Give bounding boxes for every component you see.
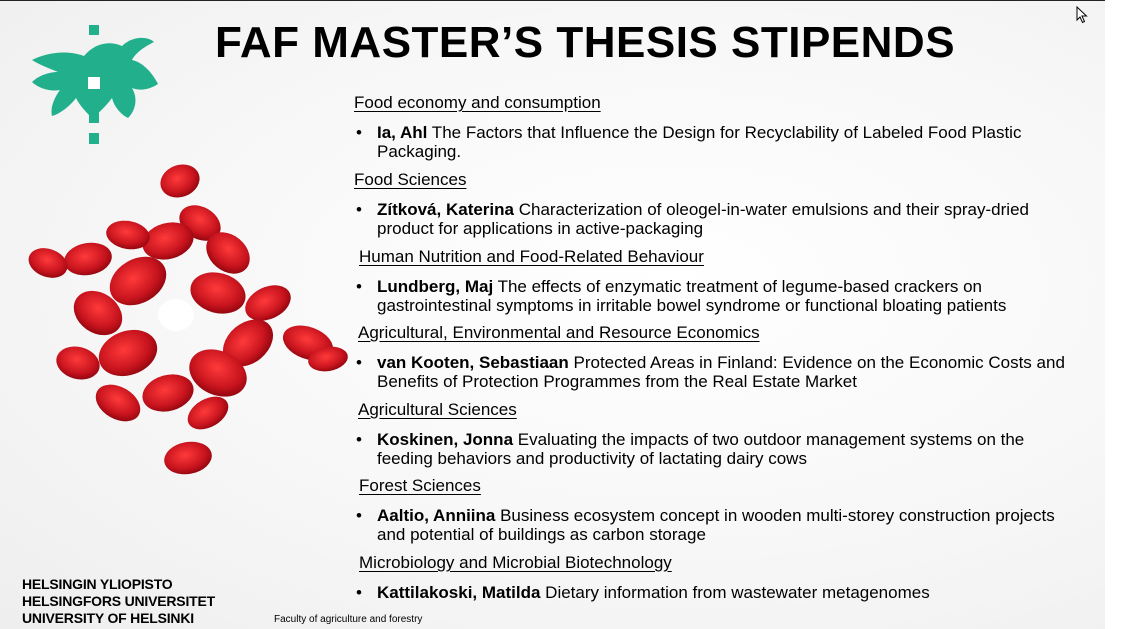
author-name: Lundberg, Maj: [377, 277, 494, 296]
author-name: Kattilakoski, Matilda: [377, 583, 541, 602]
entry-food-sciences: [356, 200, 1076, 238]
university-name-swedish: HELSINGFORS UNIVERSITET: [22, 593, 215, 609]
bullet: •: [356, 200, 362, 219]
window-top-border: [0, 0, 1121, 1]
heading-agri-sciences: Agricultural Sciences: [358, 400, 517, 419]
heading-microbiology: Microbiology and Microbial Biotechnology: [359, 553, 672, 572]
heading-human-nutrition: Human Nutrition and Food-Related Behaviour: [359, 247, 704, 266]
rose-petals-image: [18, 163, 348, 475]
slide-right-margin: [1105, 0, 1121, 629]
thesis-title: The effects of enzymatic treatment of legume-based crackers on gastrointestinal symptoms in irritable bowel syndrome or functional bloating patients: [377, 277, 1007, 315]
thesis-title: Dietary information from wastewater metagenomes: [540, 583, 930, 602]
entry-microbiology: [356, 583, 1076, 602]
heading-food-sciences: Food Sciences: [354, 170, 467, 189]
university-logo-icon: [28, 22, 163, 147]
bullet: •: [356, 506, 362, 525]
entry-agri-economics: [356, 353, 1076, 391]
entry-food-economy: [356, 123, 1076, 161]
university-name-english: UNIVERSITY OF HELSINKI: [22, 610, 194, 626]
entry-agri-sciences: [356, 430, 1076, 468]
author-name: Koskinen, Jonna: [377, 430, 514, 449]
entry-human-nutrition: [356, 277, 1076, 315]
bullet: •: [356, 353, 362, 372]
bullet: •: [356, 583, 362, 602]
university-name-finnish: HELSINGIN YLIOPISTO: [22, 576, 173, 592]
bullet: •: [356, 123, 362, 142]
thesis-title: Business ecosystem concept in wooden multi-storey construction projects and potential of buildings as carbon storage: [377, 506, 1055, 544]
author-name: van Kooten, Sebastiaan: [377, 353, 569, 372]
slide-title: FAF MASTER’S THESIS STIPENDS: [214, 18, 956, 67]
thesis-title: The Factors that Influence the Design for Recyclability of Labeled Food Plastic Packaging.: [377, 123, 1022, 161]
entry-forest-sciences: [356, 506, 1076, 544]
author-name: Ia, Ahl: [377, 123, 428, 142]
thesis-title: Protected Areas in Finland: Evidence on the Economic Costs and Benefits of Protection Programmes from the Real Estate Market: [377, 353, 1065, 391]
bullet: •: [356, 430, 362, 449]
author-name: Aaltio, Anniina: [377, 506, 496, 525]
faculty-label: Faculty of agriculture and forestry: [274, 614, 423, 625]
thesis-title: Evaluating the impacts of two outdoor management systems on the feeding behaviors and productivity of lactating dairy cows: [377, 430, 1025, 468]
heading-forest-sciences: Forest Sciences: [359, 476, 481, 495]
mouse-pointer-icon: [1076, 6, 1088, 24]
bullet: •: [356, 277, 362, 296]
thesis-title: Characterization of oleogel-in-water emulsions and their spray-dried product for applications in active-packaging: [377, 200, 1029, 238]
university-name: [22, 576, 215, 627]
author-name: Zítková, Katerina: [377, 200, 514, 219]
heading-food-economy: Food economy and consumption: [354, 93, 601, 112]
heading-agri-economics: Agricultural, Environmental and Resource Economics: [358, 323, 760, 342]
